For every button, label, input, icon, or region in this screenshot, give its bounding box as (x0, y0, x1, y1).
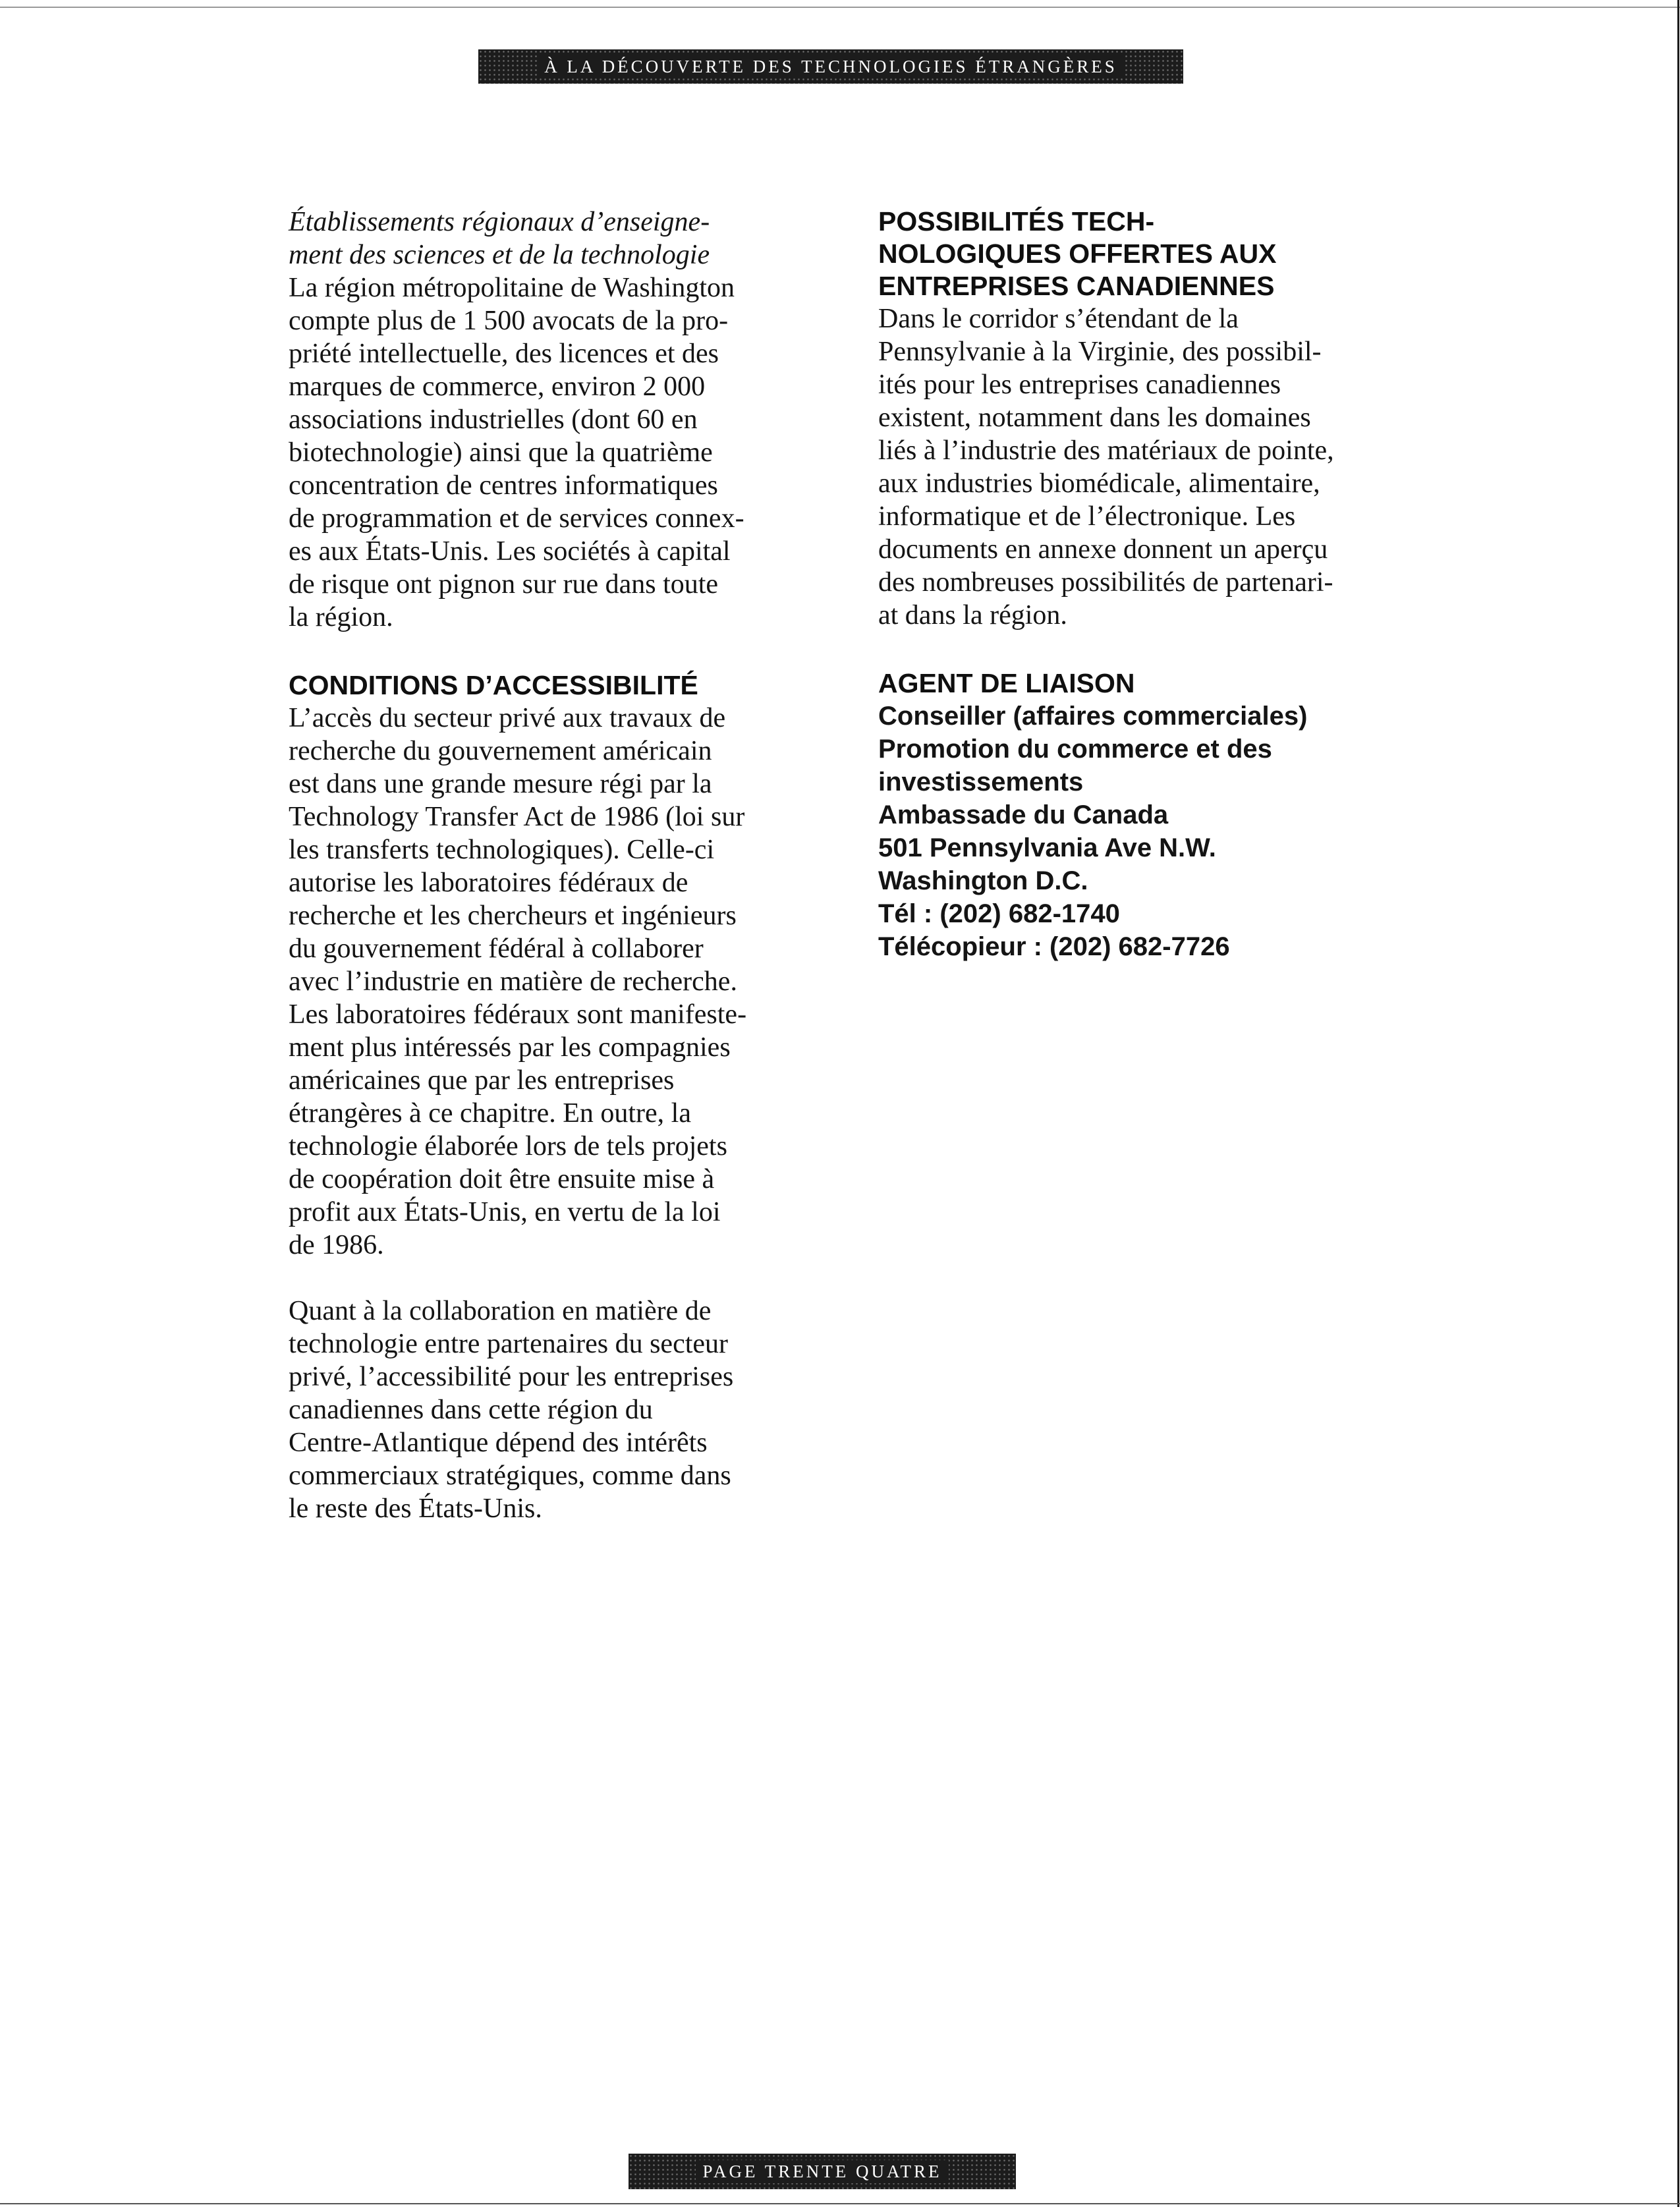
text-line: compte plus de 1 500 avocats de la pro- (289, 306, 729, 336)
contact-department-line: Promotion du commerce et des (878, 735, 1272, 764)
text-line: de programmation et de services connex- (289, 503, 744, 534)
text-line: le reste des États-Unis. (289, 1494, 542, 1524)
text-line: autorise les laboratoires fédéraux de (289, 868, 688, 898)
conditions-heading (289, 669, 789, 702)
text-line: profit aux États-Unis, en vertu de la loi (289, 1197, 721, 1227)
opportunities-heading (878, 206, 1379, 302)
intro-heading (289, 206, 789, 271)
contact-address-line: 501 Pennsylvania Ave N.W. (878, 833, 1216, 862)
text-line: at dans la région. (878, 600, 1067, 630)
text-line: La région métropolitaine de Washington (289, 273, 735, 303)
text-line: technologie entre partenaires du secteur (289, 1329, 729, 1359)
opportunities-paragraph (878, 302, 1379, 632)
bottom-rule (0, 2203, 1680, 2204)
text-line: avec l’industrie en matière de recherche. (289, 966, 737, 997)
right-column (878, 206, 1379, 963)
text-line: des nombreuses possibilités de partenari- (878, 567, 1333, 598)
text-line: Technology Transfer Act de 1986 (loi sur (289, 802, 745, 832)
text-line: est dans une grande mesure régi par la (289, 769, 712, 799)
text-line: canadiennes dans cette région du (289, 1395, 653, 1425)
text-line: existent, notamment dans les domaines (878, 403, 1311, 433)
liaison-heading (878, 667, 1379, 700)
header-banner (478, 49, 1183, 84)
left-column (289, 206, 789, 1525)
footer-banner (629, 2154, 1016, 2189)
text-line: concentration de centres informatiques (289, 470, 718, 501)
text-line: Pennsylvanie à la Virginie, des possibil- (878, 337, 1322, 367)
contact-phone-line: Tél : (202) 682-1740 (878, 899, 1120, 928)
text-line: Dans le corridor s’étendant de la (878, 304, 1239, 334)
text-line: Quant à la collaboration en matière de (289, 1296, 712, 1326)
contact-department-line: investissements (878, 768, 1084, 796)
text-line: associations industrielles (dont 60 en (289, 405, 698, 435)
contact-fax-line: Télécopieur : (202) 682-7726 (878, 932, 1230, 961)
intro-paragraph (289, 271, 789, 634)
text-line: documents en annexe donnent un aperçu (878, 534, 1328, 565)
top-rule (0, 7, 1680, 8)
text-line: de risque ont pignon sur rue dans toute (289, 569, 719, 600)
scan-edge (1677, 0, 1679, 2207)
text-line: étrangères à ce chapitre. En outre, la (289, 1098, 691, 1129)
text-line: ités pour les entreprises canadiennes (878, 370, 1281, 400)
text-line: commerciaux stratégiques, comme dans (289, 1461, 731, 1491)
text-line: américaines que par les entreprises (289, 1065, 675, 1096)
text-line: informatique et de l’électronique. Les (878, 501, 1296, 532)
header-banner-text: À LA DÉCOUVERTE DES TECHNOLOGIES ÉTRANGÈRES (538, 55, 1124, 78)
text-line: de coopération doit être ensuite mise à (289, 1164, 715, 1194)
page-number-label: PAGE TRENTE QUATRE (696, 2160, 948, 2183)
text-line: L’accès du secteur privé aux travaux de (289, 703, 726, 733)
text-line: aux industries biomédicale, alimentaire, (878, 468, 1320, 499)
text-line: priété intellectuelle, des licences et des (289, 339, 719, 369)
text-line: liés à l’industrie des matériaux de pointe, (878, 435, 1334, 466)
text-line: Centre-Atlantique dépend des intérêts (289, 1428, 708, 1458)
collaboration-paragraph (289, 1295, 789, 1525)
contact-title-line: Conseiller (affaires commerciales) (878, 702, 1308, 731)
text-line: les transferts technologiques). Celle-ci (289, 835, 715, 865)
liaison-contact-block (878, 700, 1379, 963)
heading-line: POSSIBILITÉS TECH- (878, 206, 1155, 237)
text-line: recherche du gouvernement américain (289, 736, 712, 766)
text-line: du gouvernement fédéral à collaborer (289, 934, 704, 964)
liaison-heading-text: AGENT DE LIAISON (878, 668, 1135, 698)
contact-city-line: Washington D.C. (878, 866, 1088, 895)
text-line: recherche et les chercheurs et ingénieurs (289, 901, 737, 931)
heading-line: NOLOGIQUES OFFERTES AUX (878, 238, 1277, 269)
heading-line: ENTREPRISES CANADIENNES (878, 271, 1275, 301)
intro-heading-line: Établissements régionaux d’enseigne- (289, 207, 710, 237)
text-line: la région. (289, 602, 393, 632)
conditions-paragraph (289, 702, 789, 1262)
intro-heading-line: ment des sciences et de la technologie (289, 240, 710, 270)
text-line: Les laboratoires fédéraux sont manifeste- (289, 999, 747, 1030)
text-line: ment plus intéressés par les compagnies (289, 1032, 731, 1063)
contact-organization-line: Ambassade du Canada (878, 800, 1169, 829)
text-line: technologie élaborée lors de tels projets (289, 1131, 727, 1161)
conditions-heading-text: CONDITIONS D’ACCESSIBILITÉ (289, 670, 698, 700)
text-line: biotechnologie) ainsi que la quatrième (289, 437, 713, 468)
text-line: es aux États-Unis. Les sociétés à capital (289, 536, 731, 567)
text-line: marques de commerce, environ 2 000 (289, 372, 706, 402)
text-line: de 1986. (289, 1230, 384, 1260)
text-line: privé, l’accessibilité pour les entreprises (289, 1362, 734, 1392)
